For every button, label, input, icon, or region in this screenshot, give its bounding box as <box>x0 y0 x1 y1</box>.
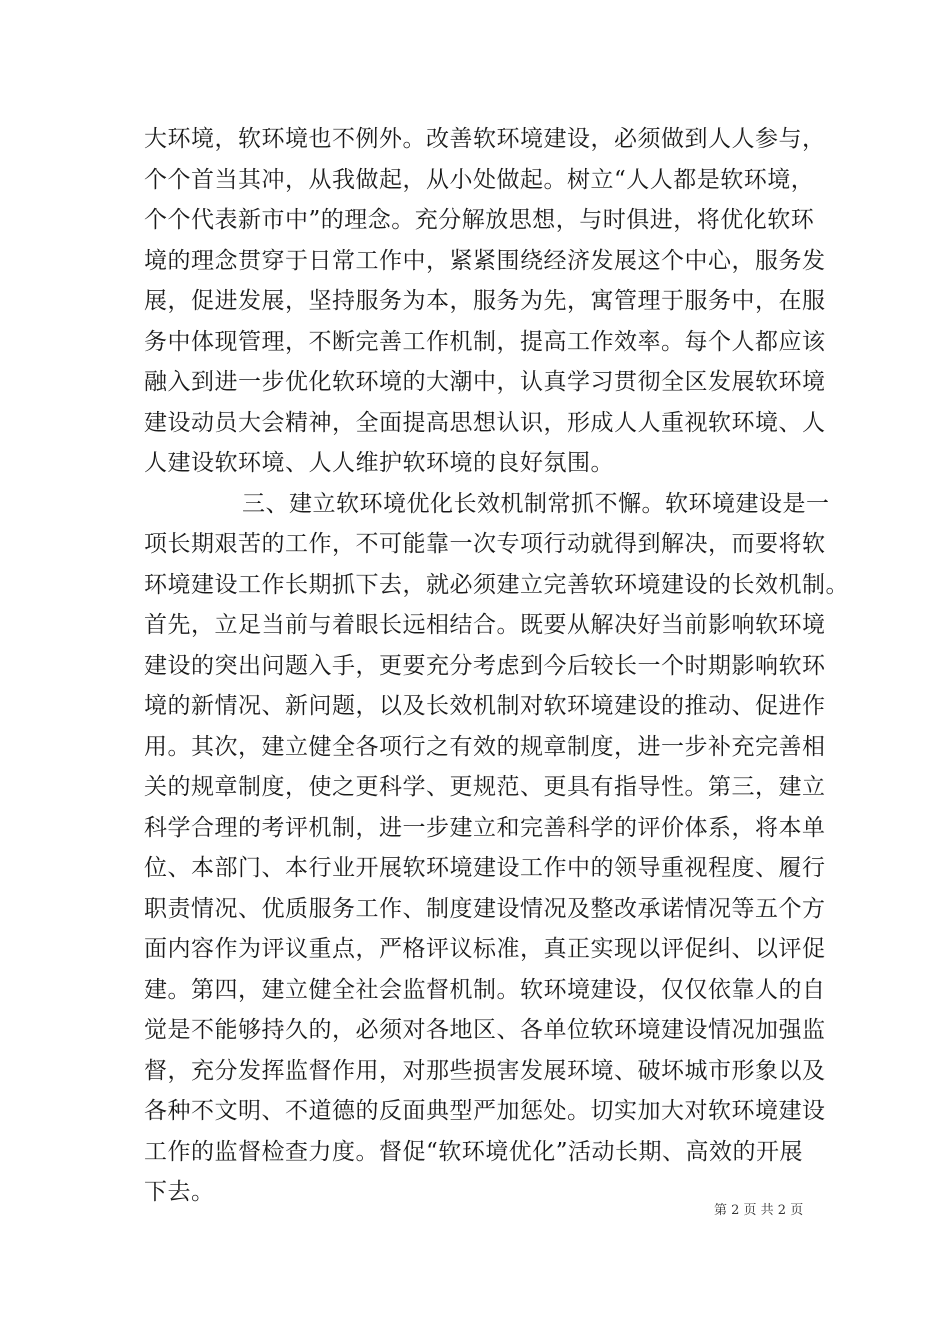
text-line: 务中体现管理，不断完善工作机制，提高工作效率。每个人都应该 <box>144 328 826 355</box>
text-line: 下去。 <box>144 1179 215 1205</box>
text-line: 面内容作为评议重点，严格评议标准，真正实现以评促纠、以评促 <box>144 936 826 962</box>
text-line: 关的规章制度，使之更科学、更规范、更具有指导性。第三，建立 <box>144 774 826 800</box>
text-line: 个个首当其冲，从我做起，从小处做起。树立“人人都是软环境， <box>144 166 815 193</box>
text-line: 用。其次，建立健全各项行之有效的规章制度，进一步补充完善相 <box>144 733 826 760</box>
text-line: 融入到进一步优化软环境的大潮中，认真学习贯彻全区发展软环境 <box>144 369 826 395</box>
text-line: 督，充分发挥监督作用，对那些损害发展环境、破坏城市形象以及 <box>144 1057 826 1084</box>
text-line: 各种不文明、不道德的反面典型严加惩处。切实加大对软环境建设 <box>144 1098 826 1124</box>
text-line: 大环境，软环境也不例外。改善软环境建设，必须做到人人参与， <box>144 126 826 152</box>
text-line: 境的理念贯穿于日常工作中，紧紧围绕经济发展这个中心，服务发 <box>144 247 826 274</box>
text-line: 项长期艰苦的工作，不可能靠一次专项行动就得到解决，而要将软 <box>144 531 826 557</box>
text-line: 职责情况、优质服务工作、制度建设情况及整改承诺情况等五个方 <box>144 895 826 922</box>
page-number-footer: 第 2 页 共 2 页 <box>714 1203 804 1218</box>
text-line: 环境建设工作长期抓下去，就必须建立完善软环境建设的长效机制。 <box>144 571 849 598</box>
body-text <box>144 119 849 1213</box>
text-line: 展，促进发展，坚持服务为本，服务为先，寓管理于服务中，在服 <box>144 288 826 314</box>
text-line: 建设的突出问题入手，更要充分考虑到今后较长一个时期影响软环 <box>144 652 826 679</box>
text-line: 境的新情况、新问题，以及长效机制对软环境建设的推动、促进作 <box>144 693 826 719</box>
text-line: 首先，立足当前与着眼长远相结合。既要从解决好当前影响软环境 <box>144 612 826 638</box>
text-line: 个个代表新市中”的理念。充分解放思想，与时俱进，将优化软环 <box>144 207 815 233</box>
text-line: 建设动员大会精神，全面提高思想认识，形成人人重视软环境、人 <box>144 409 826 436</box>
text-line: 科学合理的考评机制，进一步建立和完善科学的评价体系，将本单 <box>144 814 826 841</box>
text-line: 建。第四，建立健全社会监督机制。软环境建设，仅仅依靠人的自 <box>144 976 826 1003</box>
text-line: 人建设软环境、人人维护软环境的良好氛围。 <box>144 450 614 476</box>
text-line: 位、本部门、本行业开展软环境建设工作中的领导重视程度、履行 <box>144 855 826 881</box>
text-line: 觉是不能够持久的，必须对各地区、各单位软环境建设情况加强监 <box>144 1017 826 1043</box>
text-line: 工作的监督检查力度。督促“软环境优化”活动长期、高效的开展 <box>144 1138 804 1165</box>
section-heading-line: 三、建立软环境优化长效机制常抓不懈。软环境建设是一 <box>242 490 830 517</box>
